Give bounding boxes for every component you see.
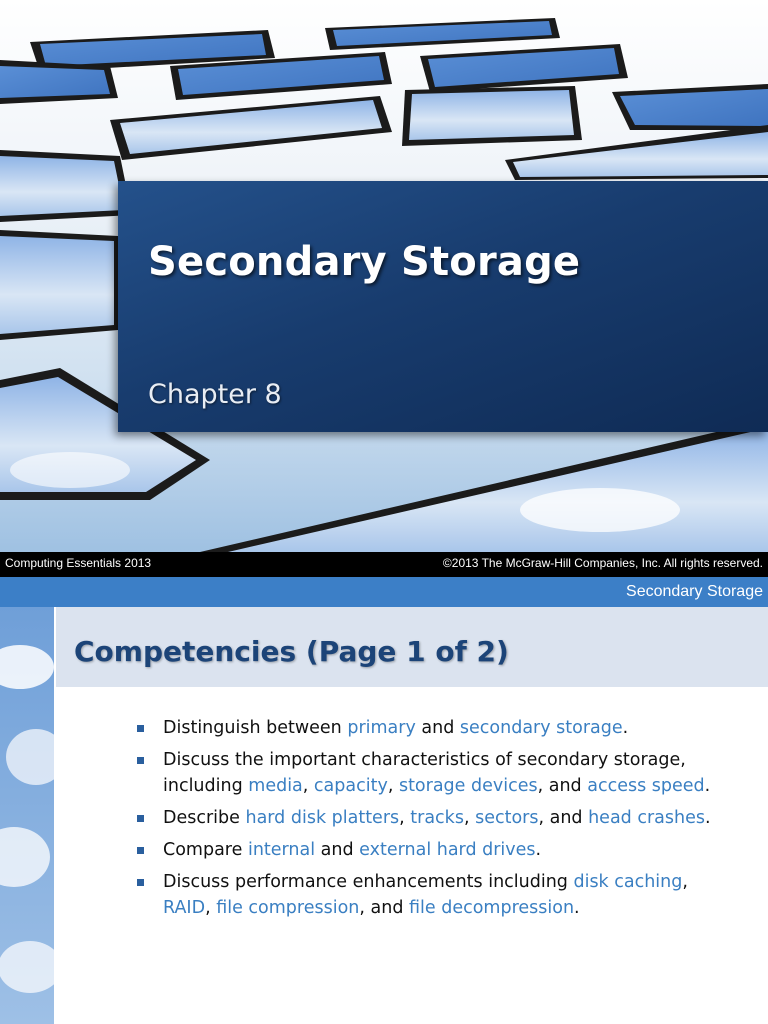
title-band [56, 607, 768, 687]
list-item-text: , [302, 776, 314, 796]
list-item-text: Describe [163, 808, 246, 828]
list-item [135, 715, 735, 741]
highlighted-term: hard disk platters [245, 808, 400, 828]
bullet-icon [137, 725, 144, 732]
list-item-text: . [535, 840, 542, 860]
slide-title: Competencies (Page 1 of 2) [74, 635, 509, 668]
highlighted-term: file decompression [409, 898, 575, 918]
list-item-text: , and [359, 898, 409, 918]
list-item [135, 805, 735, 831]
highlighted-term: file compression [216, 898, 360, 918]
highlighted-term: head crashes [588, 808, 705, 828]
list-item-text: . [704, 776, 711, 796]
list-item-text: , [399, 808, 411, 828]
highlighted-term: tracks [410, 808, 464, 828]
slide-subtitle: Chapter 8 [148, 379, 282, 410]
competency-list [135, 715, 735, 927]
list-item-text: , and [538, 808, 589, 828]
slide-title: Secondary Storage [148, 239, 581, 285]
highlighted-term: storage devices [398, 776, 538, 796]
footer-copyright: ©2013 The McGraw-Hill Companies, Inc. All rights reserved. [442, 556, 763, 570]
list-item-text: Distinguish between [163, 718, 348, 738]
title-box [118, 181, 768, 432]
list-item [135, 837, 735, 863]
list-item-text: and [415, 718, 460, 738]
list-item [135, 747, 735, 799]
bullet-icon [137, 815, 144, 822]
competencies-slide [0, 577, 768, 1024]
list-item-text: , [387, 776, 399, 796]
list-item-text: Discuss performance enhancements including [163, 872, 574, 892]
sky-strip-image [0, 607, 54, 1024]
highlighted-term: secondary storage [459, 718, 623, 738]
highlighted-term: internal [247, 840, 316, 860]
list-item-text: and [315, 840, 360, 860]
highlighted-term: access speed [587, 776, 705, 796]
highlighted-term: disk caching [573, 872, 683, 892]
highlighted-term: sectors [475, 808, 539, 828]
bullet-icon [137, 757, 144, 764]
highlighted-term: RAID [163, 898, 206, 918]
highlighted-term: primary [347, 718, 416, 738]
header-label: Secondary Storage [626, 583, 763, 600]
slide-header-bar [0, 577, 768, 607]
highlighted-term: capacity [313, 776, 388, 796]
bullet-icon [137, 879, 144, 886]
list-item-text: . [704, 808, 711, 828]
list-item-text: Compare [163, 840, 248, 860]
highlighted-term: external hard drives [359, 840, 536, 860]
list-item-text: , [205, 898, 217, 918]
list-item-text: , and [537, 776, 588, 796]
footer-course: Computing Essentials 2013 [5, 556, 152, 570]
bullet-icon [137, 847, 144, 854]
list-item-text: , [682, 872, 688, 892]
list-item-text: Discuss the important characteristics of secondary storage, including [163, 750, 686, 796]
list-item-text: . [574, 898, 580, 918]
highlighted-term: media [248, 776, 303, 796]
list-item [135, 869, 735, 921]
list-item-text: , [463, 808, 476, 828]
list-item-text: . [622, 718, 629, 738]
slide-footer [0, 552, 768, 577]
